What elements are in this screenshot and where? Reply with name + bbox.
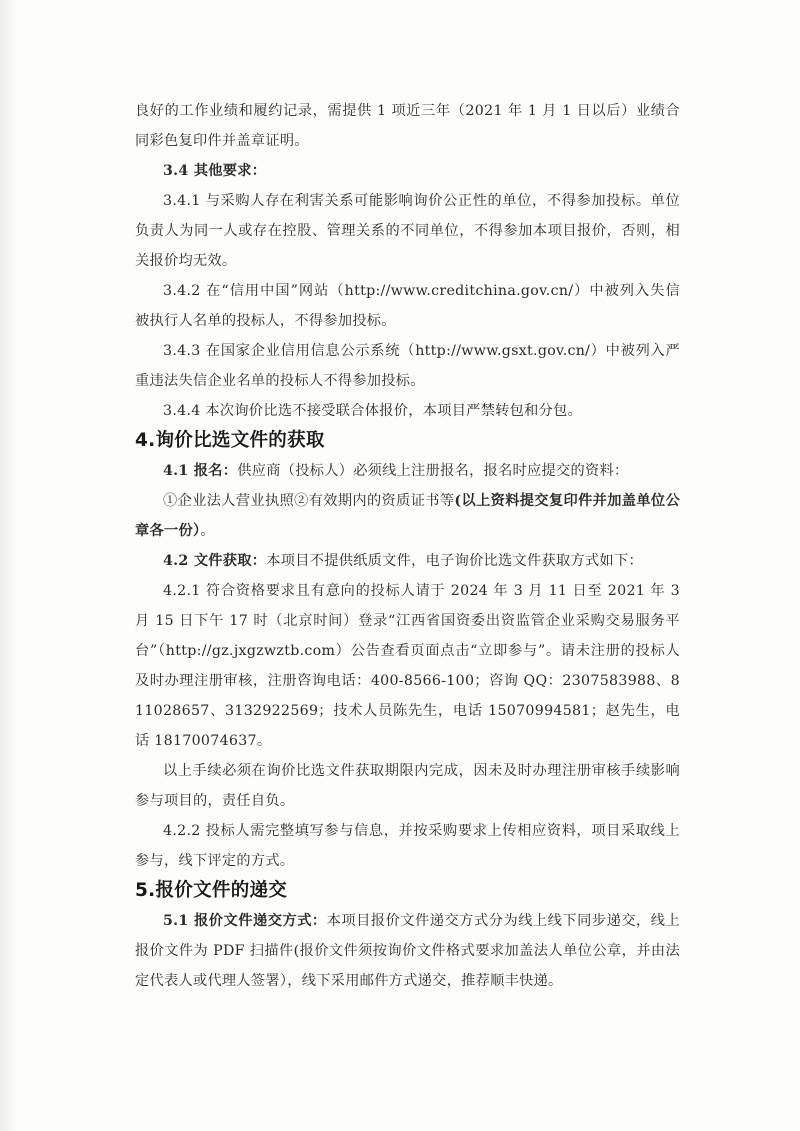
text-4-1: 供应商（投标人）必须线上注册报名，报名时应提交的资料：	[237, 463, 629, 479]
paragraph-5-1	[135, 906, 680, 996]
paragraph-4-1-materials	[135, 486, 680, 546]
paragraph-3-4-1: 3.4.1 与采购人存在利害关系可能影响询价公正性的单位，不得参加投标。单位负责人为同一人或存在控股、管理关系的不同单位，不得参加本项目报价，否则，相关报价均无效。	[135, 193, 680, 269]
text-4-2: 本项目不提供纸质文件，电子询价比选文件获取方式如下：	[266, 553, 643, 569]
materials-note: (以上资料提交复印件并加盖单位公章各一份）	[135, 493, 680, 539]
label-4-1: 4.1 报名：	[163, 463, 238, 479]
paragraph-3-4-3: 3.4.3 在国家企业信用信息公示系统（http://www.gsxt.gov.cn/）中被列入严重违法失信企业名单的投标人不得参加投标。	[135, 343, 680, 389]
label-4-2: 4.2 文件获取：	[163, 553, 267, 569]
scan-shadow	[0, 0, 18, 1131]
materials-list: ①企业法人营业执照②有效期内的资质证书等	[163, 493, 455, 509]
paragraph-4-1	[135, 456, 680, 486]
section-5-heading: 5.报价文件的递交	[135, 880, 288, 901]
section-3-4-heading: 3.4 其他要求：	[163, 163, 267, 179]
paragraph-4-2-2: 4.2.2 投标人需完整填写参与信息，并按采购要求上传相应资料，项目采取线上参与，线下评定的方式。	[135, 823, 680, 869]
materials-end: 。	[200, 523, 215, 539]
paragraph-3-4-2: 3.4.2 在“信用中国”网站（http://www.creditchina.gov.cn/）中被列入失信被执行人名单的投标人，不得参加投标。	[135, 283, 680, 329]
label-5-1: 5.1 报价文件递交方式：	[163, 913, 327, 929]
text-5-1: 本项目报价文件递交方式分为线上线下同步递交，线上报价文件为 PDF 扫描件(报价文件须按询价文件格式要求加盖法人单位公章，并由法定代表人或代理人签署），线下采用邮件方式递交，推荐顺丰快递。	[135, 913, 681, 989]
paragraph-performance-requirement: 良好的工作业绩和履约记录，需提供 1 项近三年（2021 年 1 月 1 日以后）业绩合同彩色复印件并盖章证明。	[135, 103, 680, 149]
paragraph-4-2	[135, 546, 680, 576]
document-body	[135, 96, 680, 996]
section-4-heading: 4.询价比选文件的获取	[135, 430, 325, 451]
paragraph-4-2-1: 4.2.1 符合资格要求且有意向的投标人请于 2024 年 3 月 11 日至 2021 年 3 月 15 日下午 17 时（北京时间）登录“江西省国资委出资监管企业采购交易服务平台”（http://gz.jxgzwztb.com）公告查看页面点击“立即参与”。请未注册的投标人及时办理注册审核，注册咨询电话：400-8566-100；咨询 QQ：2307583988、811028657、3132922569；技术人员陈先生，电话 15070994581；赵先生，电话 18170074637。	[135, 583, 680, 749]
paragraph-3-4-4: 3.4.4 本次询价比选不接受联合体报价，本项目严禁转包和分包。	[163, 403, 583, 419]
paragraph-registration-note: 以上手续必须在询价比选文件获取期限内完成，因未及时办理注册审核手续影响参与项目的，责任自负。	[135, 763, 680, 809]
